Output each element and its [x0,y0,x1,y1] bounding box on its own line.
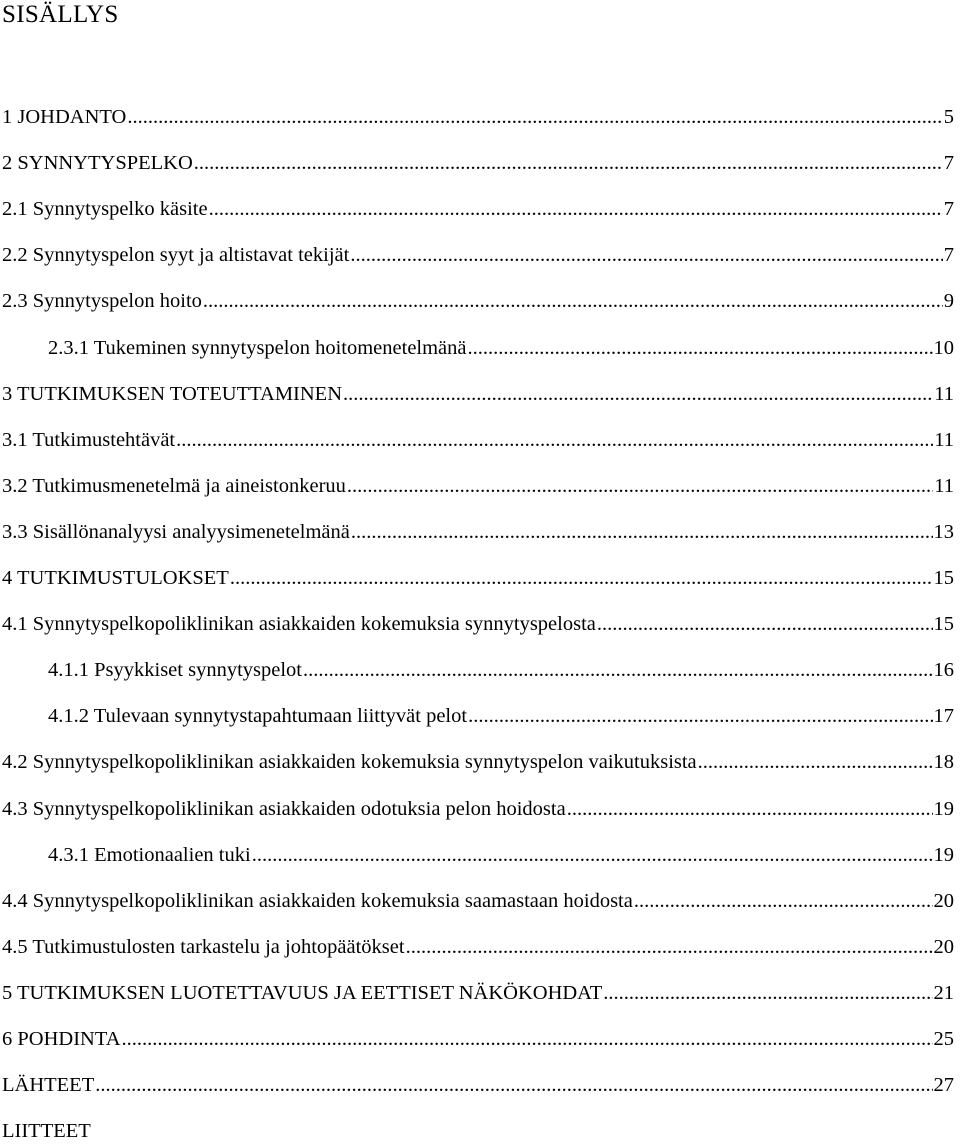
toc-entry-title: 4.2 Synnytyspelkopoliklinikan asiakkaiden kokemuksia synnytyspelon vaikutuksista [2,751,697,774]
toc-heading: SISÄLLYS [2,1,119,28]
toc-entry-title: 2.3.1 Tukeminen synnytyspelon hoitomenetelmänä [48,336,467,359]
toc-entry-page: 9 [943,290,954,313]
toc-entry[interactable] [2,932,954,962]
toc-entry[interactable] [2,1070,954,1100]
toc-entry[interactable] [2,425,954,455]
toc-entry-title: 4.1 Synnytyspelkopoliklinikan asiakkaiden kokemuksia synnytyspelosta [2,613,596,636]
toc-entry-title: LÄHTEET [2,1074,95,1097]
toc-entry-page: 15 [933,567,954,589]
toc-entry-page: 21 [933,981,954,1004]
toc-dot-leader [698,747,933,777]
toc-entry[interactable] [2,1024,954,1054]
toc-entry[interactable] [2,747,954,777]
toc-entry[interactable] [48,333,954,363]
toc-entry-title: 3.3 Sisällönanalyysi analyysimenetelmänä [2,520,350,543]
toc-entry-page: 17 [933,705,954,728]
toc-entry-page: 19 [933,797,954,820]
toc-entry-title: 4.4 Synnytyspelkopoliklinikan asiakkaiden kokemuksia saamastaan hoidosta [2,889,633,912]
toc-dot-leader [230,563,933,593]
toc-entry[interactable] [2,886,954,916]
toc-dot-leader [351,517,933,547]
toc-dot-leader [95,1070,932,1100]
toc-entry-title: 3.1 Tutkimustehtävät [2,428,176,451]
toc-entry-title: 4.1.2 Tulevaan synnytystapahtumaan liittyvät pelot [48,705,468,728]
toc-dot-leader [127,102,942,132]
toc-entry-page: 7 [943,152,954,175]
toc-dot-leader [406,932,933,962]
toc-entry-page: 5 [943,106,954,128]
toc-dot-leader [303,655,933,685]
toc-entry-title: LIITTEET [2,1120,91,1143]
toc-entry-page: 11 [934,474,954,497]
toc-dot-leader [209,194,943,224]
toc-dot-leader [634,886,933,916]
toc-entry[interactable] [2,148,954,178]
toc-dot-leader [468,333,933,363]
toc-entry-title: 2.2 Synnytyspelon syyt ja altistavat tekijät [2,244,350,267]
toc-entry-page: 13 [933,520,954,543]
toc-entry[interactable] [2,609,954,639]
toc-entry-title: 2.3 Synnytyspelon hoito [2,290,202,313]
toc-entry-title: 3 TUTKIMUKSEN TOTEUTTAMINEN [2,382,343,405]
toc-entry[interactable] [2,194,954,224]
toc-entry-title: 4.1.1 Psyykkiset synnytyspelot [48,659,302,682]
toc-entry-page: 27 [933,1074,954,1097]
toc-entry[interactable] [2,102,954,132]
toc-entry[interactable] [2,563,954,593]
toc-dot-leader [597,609,933,639]
toc-entry-page: 20 [933,935,954,958]
toc-entry-page: 16 [933,659,954,682]
toc-dot-leader [603,978,932,1008]
toc-entry[interactable] [2,794,954,824]
toc-dot-leader [347,471,933,501]
toc-dot-leader [194,148,943,178]
toc-entry[interactable] [2,286,954,316]
toc-dot-leader [343,379,933,409]
toc-entry[interactable] [2,1116,954,1146]
toc-dot-leader [468,701,932,731]
toc-entry-page: 7 [943,244,954,267]
toc-entry-title: 2.1 Synnytyspelko käsite [2,198,208,221]
toc-entry[interactable] [2,240,954,270]
toc-entry[interactable] [48,655,954,685]
toc-entry-page: 10 [933,336,954,359]
toc-entry-page: 15 [933,613,954,636]
toc-entry-title: 4.3.1 Emotionaalien tuki [48,843,251,866]
toc-entry-title: 4.5 Tutkimustulosten tarkastelu ja johtopäätökset [2,935,405,958]
toc-entry-title: 1 JOHDANTO [2,106,127,128]
toc-dot-leader [567,794,933,824]
toc-entry-page: 19 [933,843,954,866]
toc-entry-page: 7 [943,198,954,221]
toc-entry[interactable] [2,471,954,501]
toc-entry[interactable] [48,701,954,731]
toc-dot-leader [176,425,933,455]
toc-dot-leader [203,286,943,316]
toc-entry[interactable] [48,840,954,870]
toc-entry-page: 18 [933,751,954,774]
toc-entry[interactable] [2,379,954,409]
toc-entry-title: 5 TUTKIMUKSEN LUOTETTAVUUS JA EETTISET NÄKÖKOHDAT [2,981,603,1004]
toc-dot-leader [122,1024,933,1054]
toc-entry[interactable] [2,517,954,547]
toc-dot-leader [350,240,942,270]
toc-entry-title: 2 SYNNYTYSPELKO [2,152,193,175]
toc-entry-page: 11 [934,382,954,405]
toc-entry-page: 20 [933,889,954,912]
toc-dot-leader [252,840,933,870]
toc-entry-page: 11 [934,428,954,451]
toc-entry[interactable] [2,978,954,1008]
toc-entry-title: 4.3 Synnytyspelkopoliklinikan asiakkaiden odotuksia pelon hoidosta [2,797,566,820]
toc-entry-title: 3.2 Tutkimusmenetelmä ja aineistonkeruu [2,474,346,497]
toc-entry-title: 4 TUTKIMUSTULOKSET [2,567,229,589]
toc-entry-title: 6 POHDINTA [2,1028,121,1050]
toc-entry-page: 25 [933,1028,954,1050]
